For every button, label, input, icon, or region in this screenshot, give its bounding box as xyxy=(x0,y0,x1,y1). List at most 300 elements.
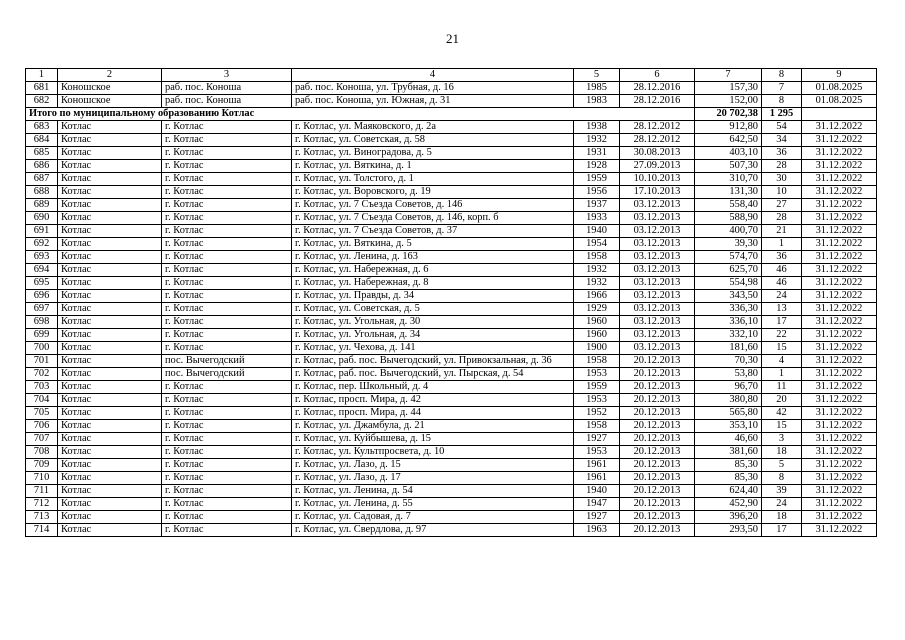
settlement-cell: г. Котлас xyxy=(162,511,292,524)
area-cell: 396,20 xyxy=(695,511,762,524)
residents-cell: 8 xyxy=(762,472,802,485)
settlement-cell: г. Котлас xyxy=(162,147,292,160)
municipality-cell: Котлас xyxy=(58,121,162,134)
municipality-cell: Котлас xyxy=(58,511,162,524)
residents-cell: 1 xyxy=(762,238,802,251)
table-row xyxy=(26,82,877,95)
residents-cell: 1 xyxy=(762,368,802,381)
subtotal-empty-cell xyxy=(802,108,877,121)
year-built-cell: 1953 xyxy=(574,394,620,407)
deadline-cell: 31.12.2022 xyxy=(802,407,877,420)
year-built-cell: 1932 xyxy=(574,134,620,147)
residents-cell: 17 xyxy=(762,524,802,537)
row-number-cell: 713 xyxy=(26,511,58,524)
row-number-cell: 714 xyxy=(26,524,58,537)
area-cell: 625,70 xyxy=(695,264,762,277)
residents-cell: 10 xyxy=(762,186,802,199)
subtotal-label: Итого по муниципальному образованию Котлас xyxy=(26,108,695,121)
year-built-cell: 1928 xyxy=(574,160,620,173)
area-cell: 624,40 xyxy=(695,485,762,498)
settlement-cell: г. Котлас xyxy=(162,238,292,251)
municipality-cell: Котлас xyxy=(58,238,162,251)
address-cell: г. Котлас, ул. 7 Съезда Советов, д. 37 xyxy=(292,225,574,238)
date-cell: 30.08.2013 xyxy=(620,147,695,160)
area-cell: 381,60 xyxy=(695,446,762,459)
residents-cell: 8 xyxy=(762,95,802,108)
column-number: 7 xyxy=(695,69,762,82)
address-cell: г. Котлас, ул. Свердлова, д. 97 xyxy=(292,524,574,537)
area-cell: 336,10 xyxy=(695,316,762,329)
area-cell: 400,70 xyxy=(695,225,762,238)
row-number-cell: 684 xyxy=(26,134,58,147)
table-row xyxy=(26,277,877,290)
row-number-cell: 711 xyxy=(26,485,58,498)
table-row xyxy=(26,446,877,459)
column-number: 4 xyxy=(292,69,574,82)
residents-cell: 54 xyxy=(762,121,802,134)
row-number-cell: 686 xyxy=(26,160,58,173)
row-number-cell: 709 xyxy=(26,459,58,472)
date-cell: 03.12.2013 xyxy=(620,277,695,290)
date-cell: 20.12.2013 xyxy=(620,407,695,420)
deadline-cell: 31.12.2022 xyxy=(802,355,877,368)
residents-cell: 17 xyxy=(762,316,802,329)
residents-cell: 11 xyxy=(762,381,802,394)
year-built-cell: 1959 xyxy=(574,381,620,394)
municipality-cell: Котлас xyxy=(58,316,162,329)
table-row xyxy=(26,511,877,524)
area-cell: 310,70 xyxy=(695,173,762,186)
year-built-cell: 1940 xyxy=(574,225,620,238)
deadline-cell: 31.12.2022 xyxy=(802,446,877,459)
address-cell: раб. пос. Коноша, ул. Трубная, д. 16 xyxy=(292,82,574,95)
date-cell: 28.12.2012 xyxy=(620,134,695,147)
deadline-cell: 31.12.2022 xyxy=(802,485,877,498)
area-cell: 912,80 xyxy=(695,121,762,134)
address-cell: г. Котлас, ул. Культпросвета, д. 10 xyxy=(292,446,574,459)
deadline-cell: 31.12.2022 xyxy=(802,121,877,134)
date-cell: 03.12.2013 xyxy=(620,264,695,277)
deadline-cell: 31.12.2022 xyxy=(802,342,877,355)
address-cell: г. Котлас, ул. 7 Съезда Советов, д. 146, корп. б xyxy=(292,212,574,225)
residents-cell: 18 xyxy=(762,511,802,524)
table-row xyxy=(26,420,877,433)
area-cell: 96,70 xyxy=(695,381,762,394)
deadline-cell: 31.12.2022 xyxy=(802,511,877,524)
residents-cell: 5 xyxy=(762,459,802,472)
row-number-cell: 699 xyxy=(26,329,58,342)
settlement-cell: г. Котлас xyxy=(162,160,292,173)
year-built-cell: 1940 xyxy=(574,485,620,498)
residents-cell: 30 xyxy=(762,173,802,186)
date-cell: 20.12.2013 xyxy=(620,524,695,537)
area-cell: 353,10 xyxy=(695,420,762,433)
year-built-cell: 1938 xyxy=(574,121,620,134)
date-cell: 03.12.2013 xyxy=(620,329,695,342)
municipality-cell: Котлас xyxy=(58,186,162,199)
date-cell: 17.10.2013 xyxy=(620,186,695,199)
row-number-cell: 683 xyxy=(26,121,58,134)
column-number: 1 xyxy=(26,69,58,82)
table-row xyxy=(26,212,877,225)
deadline-cell: 31.12.2022 xyxy=(802,186,877,199)
address-cell: г. Котлас, ул. Куйбышева, д. 15 xyxy=(292,433,574,446)
area-cell: 157,30 xyxy=(695,82,762,95)
area-cell: 403,10 xyxy=(695,147,762,160)
residents-cell: 34 xyxy=(762,134,802,147)
deadline-cell: 31.12.2022 xyxy=(802,368,877,381)
deadline-cell: 31.12.2022 xyxy=(802,420,877,433)
row-number-cell: 696 xyxy=(26,290,58,303)
settlement-cell: г. Котлас xyxy=(162,472,292,485)
year-built-cell: 1958 xyxy=(574,420,620,433)
area-cell: 574,70 xyxy=(695,251,762,264)
area-cell: 588,90 xyxy=(695,212,762,225)
address-cell: г. Котлас, ул. Ленина, д. 163 xyxy=(292,251,574,264)
area-cell: 293,50 xyxy=(695,524,762,537)
date-cell: 20.12.2013 xyxy=(620,381,695,394)
settlement-cell: г. Котлас xyxy=(162,329,292,342)
deadline-cell: 31.12.2022 xyxy=(802,433,877,446)
address-cell: г. Котлас, просп. Мира, д. 42 xyxy=(292,394,574,407)
year-built-cell: 1961 xyxy=(574,459,620,472)
address-cell: г. Котлас, ул. Ленина, д. 55 xyxy=(292,498,574,511)
deadline-cell: 31.12.2022 xyxy=(802,394,877,407)
municipality-cell: Котлас xyxy=(58,264,162,277)
table-row xyxy=(26,472,877,485)
residents-cell: 18 xyxy=(762,446,802,459)
deadline-cell: 01.08.2025 xyxy=(802,82,877,95)
area-cell: 336,30 xyxy=(695,303,762,316)
municipality-cell: Котлас xyxy=(58,368,162,381)
column-number: 2 xyxy=(58,69,162,82)
residents-cell: 27 xyxy=(762,199,802,212)
page-number: 21 xyxy=(446,31,459,46)
table-row xyxy=(26,238,877,251)
table-row xyxy=(26,121,877,134)
year-built-cell: 1966 xyxy=(574,290,620,303)
address-cell: г. Котлас, ул. Чехова, д. 141 xyxy=(292,342,574,355)
address-cell: г. Котлас, ул. Вяткина, д. 1 xyxy=(292,160,574,173)
date-cell: 20.12.2013 xyxy=(620,420,695,433)
table-row xyxy=(26,381,877,394)
row-number-cell: 691 xyxy=(26,225,58,238)
row-number-cell: 693 xyxy=(26,251,58,264)
date-cell: 03.12.2013 xyxy=(620,238,695,251)
deadline-cell: 31.12.2022 xyxy=(802,498,877,511)
municipality-cell: Коношское xyxy=(58,82,162,95)
deadline-cell: 31.12.2022 xyxy=(802,160,877,173)
address-cell: г. Котлас, ул. Джамбула, д. 21 xyxy=(292,420,574,433)
settlement-cell: г. Котлас xyxy=(162,303,292,316)
date-cell: 20.12.2013 xyxy=(620,459,695,472)
date-cell: 20.12.2013 xyxy=(620,511,695,524)
deadline-cell: 31.12.2022 xyxy=(802,264,877,277)
address-cell: г. Котлас, ул. Советская, д. 5 xyxy=(292,303,574,316)
row-number-cell: 700 xyxy=(26,342,58,355)
row-number-cell: 690 xyxy=(26,212,58,225)
deadline-cell: 31.12.2022 xyxy=(802,225,877,238)
residents-cell: 24 xyxy=(762,290,802,303)
area-cell: 152,00 xyxy=(695,95,762,108)
year-built-cell: 1927 xyxy=(574,433,620,446)
deadline-cell: 31.12.2022 xyxy=(802,199,877,212)
residents-cell: 46 xyxy=(762,277,802,290)
year-built-cell: 1937 xyxy=(574,199,620,212)
area-cell: 343,50 xyxy=(695,290,762,303)
settlement-cell: г. Котлас xyxy=(162,264,292,277)
settlement-cell: раб. пос. Коноша xyxy=(162,95,292,108)
area-cell: 332,10 xyxy=(695,329,762,342)
settlement-cell: г. Котлас xyxy=(162,173,292,186)
year-built-cell: 1933 xyxy=(574,212,620,225)
row-number-cell: 681 xyxy=(26,82,58,95)
settlement-cell: г. Котлас xyxy=(162,485,292,498)
municipality-cell: Котлас xyxy=(58,173,162,186)
row-number-cell: 707 xyxy=(26,433,58,446)
settlement-cell: г. Котлас xyxy=(162,134,292,147)
date-cell: 20.12.2013 xyxy=(620,485,695,498)
deadline-cell: 31.12.2022 xyxy=(802,524,877,537)
address-cell: г. Котлас, ул. Маяковского, д. 2а xyxy=(292,121,574,134)
address-cell: г. Котлас, ул. Угольная, д. 34 xyxy=(292,329,574,342)
housing-registry-table xyxy=(25,68,877,537)
row-number-cell: 702 xyxy=(26,368,58,381)
row-number-cell: 705 xyxy=(26,407,58,420)
municipality-cell: Котлас xyxy=(58,420,162,433)
residents-cell: 24 xyxy=(762,498,802,511)
table-row xyxy=(26,342,877,355)
year-built-cell: 1932 xyxy=(574,264,620,277)
date-cell: 03.12.2013 xyxy=(620,303,695,316)
settlement-cell: г. Котлас xyxy=(162,342,292,355)
table-row xyxy=(26,498,877,511)
address-cell: раб. пос. Коноша, ул. Южная, д. 31 xyxy=(292,95,574,108)
area-cell: 558,40 xyxy=(695,199,762,212)
deadline-cell: 31.12.2022 xyxy=(802,472,877,485)
area-cell: 452,90 xyxy=(695,498,762,511)
row-number-cell: 688 xyxy=(26,186,58,199)
date-cell: 03.12.2013 xyxy=(620,290,695,303)
row-number-cell: 685 xyxy=(26,147,58,160)
row-number-cell: 695 xyxy=(26,277,58,290)
row-number-cell: 692 xyxy=(26,238,58,251)
date-cell: 28.12.2016 xyxy=(620,95,695,108)
date-cell: 20.12.2013 xyxy=(620,394,695,407)
date-cell: 03.12.2013 xyxy=(620,225,695,238)
municipality-cell: Котлас xyxy=(58,147,162,160)
date-cell: 28.12.2012 xyxy=(620,121,695,134)
area-cell: 131,30 xyxy=(695,186,762,199)
year-built-cell: 1958 xyxy=(574,251,620,264)
settlement-cell: г. Котлас xyxy=(162,290,292,303)
registry-body xyxy=(26,69,877,537)
address-cell: г. Котлас, ул. Садовая, д. 7 xyxy=(292,511,574,524)
table-row xyxy=(26,225,877,238)
residents-cell: 3 xyxy=(762,433,802,446)
table-row xyxy=(26,459,877,472)
year-built-cell: 1963 xyxy=(574,524,620,537)
row-number-cell: 701 xyxy=(26,355,58,368)
address-cell: г. Котлас, раб. пос. Вычегодский, ул. Пырская, д. 54 xyxy=(292,368,574,381)
deadline-cell: 31.12.2022 xyxy=(802,134,877,147)
area-cell: 39,30 xyxy=(695,238,762,251)
municipality-cell: Котлас xyxy=(58,524,162,537)
deadline-cell: 31.12.2022 xyxy=(802,329,877,342)
deadline-cell: 31.12.2022 xyxy=(802,303,877,316)
residents-cell: 4 xyxy=(762,355,802,368)
date-cell: 20.12.2013 xyxy=(620,355,695,368)
year-built-cell: 1956 xyxy=(574,186,620,199)
municipality-cell: Коношское xyxy=(58,95,162,108)
address-cell: г. Котлас, ул. Лазо, д. 17 xyxy=(292,472,574,485)
year-built-cell: 1954 xyxy=(574,238,620,251)
settlement-cell: г. Котлас xyxy=(162,433,292,446)
year-built-cell: 1958 xyxy=(574,355,620,368)
row-number-cell: 704 xyxy=(26,394,58,407)
address-cell: г. Котлас, ул. 7 Съезда Советов, д. 146 xyxy=(292,199,574,212)
year-built-cell: 1953 xyxy=(574,368,620,381)
year-built-cell: 1952 xyxy=(574,407,620,420)
year-built-cell: 1927 xyxy=(574,511,620,524)
settlement-cell: г. Котлас xyxy=(162,186,292,199)
municipality-cell: Котлас xyxy=(58,303,162,316)
table-row xyxy=(26,355,877,368)
date-cell: 20.12.2013 xyxy=(620,498,695,511)
area-cell: 565,80 xyxy=(695,407,762,420)
table-row xyxy=(26,173,877,186)
residents-cell: 22 xyxy=(762,329,802,342)
address-cell: г. Котлас, пер. Школьный, д. 4 xyxy=(292,381,574,394)
address-cell: г. Котлас, ул. Вяткина, д. 5 xyxy=(292,238,574,251)
municipality-cell: Котлас xyxy=(58,277,162,290)
settlement-cell: г. Котлас xyxy=(162,121,292,134)
settlement-cell: г. Котлас xyxy=(162,407,292,420)
municipality-cell: Котлас xyxy=(58,459,162,472)
table-row xyxy=(26,160,877,173)
year-built-cell: 1931 xyxy=(574,147,620,160)
deadline-cell: 31.12.2022 xyxy=(802,381,877,394)
deadline-cell: 31.12.2022 xyxy=(802,316,877,329)
residents-cell: 7 xyxy=(762,82,802,95)
date-cell: 20.12.2013 xyxy=(620,472,695,485)
deadline-cell: 31.12.2022 xyxy=(802,251,877,264)
area-cell: 642,50 xyxy=(695,134,762,147)
municipality-cell: Котлас xyxy=(58,134,162,147)
row-number-cell: 712 xyxy=(26,498,58,511)
settlement-cell: г. Котлас xyxy=(162,394,292,407)
municipality-cell: Котлас xyxy=(58,381,162,394)
settlement-cell: г. Котлас xyxy=(162,524,292,537)
settlement-cell: раб. пос. Коноша xyxy=(162,82,292,95)
table-row xyxy=(26,251,877,264)
deadline-cell: 31.12.2022 xyxy=(802,277,877,290)
table-row xyxy=(26,485,877,498)
residents-cell: 15 xyxy=(762,420,802,433)
residents-cell: 15 xyxy=(762,342,802,355)
table-row xyxy=(26,95,877,108)
column-number: 3 xyxy=(162,69,292,82)
settlement-cell: г. Котлас xyxy=(162,316,292,329)
table-row xyxy=(26,147,877,160)
settlement-cell: г. Котлас xyxy=(162,381,292,394)
area-cell: 181,60 xyxy=(695,342,762,355)
area-cell: 85,30 xyxy=(695,472,762,485)
municipality-cell: Котлас xyxy=(58,498,162,511)
municipality-cell: Котлас xyxy=(58,225,162,238)
subtotal-area: 20 702,38 xyxy=(695,108,762,121)
subtotal-row xyxy=(26,108,877,121)
municipality-cell: Котлас xyxy=(58,433,162,446)
year-built-cell: 1932 xyxy=(574,277,620,290)
municipality-cell: Котлас xyxy=(58,329,162,342)
row-number-cell: 708 xyxy=(26,446,58,459)
municipality-cell: Котлас xyxy=(58,394,162,407)
table-row xyxy=(26,186,877,199)
settlement-cell: г. Котлас xyxy=(162,199,292,212)
date-cell: 20.12.2013 xyxy=(620,433,695,446)
address-cell: г. Котлас, ул. Ленина, д. 54 xyxy=(292,485,574,498)
settlement-cell: г. Котлас xyxy=(162,420,292,433)
area-cell: 554,98 xyxy=(695,277,762,290)
year-built-cell: 1953 xyxy=(574,446,620,459)
date-cell: 20.12.2013 xyxy=(620,368,695,381)
date-cell: 03.12.2013 xyxy=(620,251,695,264)
date-cell: 03.12.2013 xyxy=(620,316,695,329)
address-cell: г. Котлас, ул. Угольная, д. 30 xyxy=(292,316,574,329)
address-cell: г. Котлас, ул. Советская, д. 58 xyxy=(292,134,574,147)
row-number-cell: 694 xyxy=(26,264,58,277)
table-row xyxy=(26,407,877,420)
year-built-cell: 1983 xyxy=(574,95,620,108)
residents-cell: 42 xyxy=(762,407,802,420)
settlement-cell: г. Котлас xyxy=(162,225,292,238)
municipality-cell: Котлас xyxy=(58,472,162,485)
column-number: 6 xyxy=(620,69,695,82)
municipality-cell: Котлас xyxy=(58,290,162,303)
year-built-cell: 1960 xyxy=(574,316,620,329)
year-built-cell: 1929 xyxy=(574,303,620,316)
residents-cell: 39 xyxy=(762,485,802,498)
address-cell: г. Котлас, ул. Правды, д. 34 xyxy=(292,290,574,303)
date-cell: 03.12.2013 xyxy=(620,342,695,355)
address-cell: г. Котлас, ул. Набережная, д. 6 xyxy=(292,264,574,277)
area-cell: 380,80 xyxy=(695,394,762,407)
settlement-cell: г. Котлас xyxy=(162,498,292,511)
row-number-cell: 706 xyxy=(26,420,58,433)
settlement-cell: г. Котлас xyxy=(162,277,292,290)
area-cell: 507,30 xyxy=(695,160,762,173)
municipality-cell: Котлас xyxy=(58,407,162,420)
residents-cell: 36 xyxy=(762,251,802,264)
settlement-cell: пос. Вычегодский xyxy=(162,368,292,381)
table-row xyxy=(26,524,877,537)
settlement-cell: г. Котлас xyxy=(162,446,292,459)
table-row xyxy=(26,134,877,147)
residents-cell: 36 xyxy=(762,147,802,160)
date-cell: 03.12.2013 xyxy=(620,199,695,212)
municipality-cell: Котлас xyxy=(58,212,162,225)
row-number-cell: 682 xyxy=(26,95,58,108)
deadline-cell: 31.12.2022 xyxy=(802,173,877,186)
date-cell: 03.12.2013 xyxy=(620,212,695,225)
area-cell: 70,30 xyxy=(695,355,762,368)
table-row xyxy=(26,394,877,407)
table-row xyxy=(26,290,877,303)
residents-cell: 28 xyxy=(762,212,802,225)
table-row xyxy=(26,316,877,329)
table-row xyxy=(26,368,877,381)
